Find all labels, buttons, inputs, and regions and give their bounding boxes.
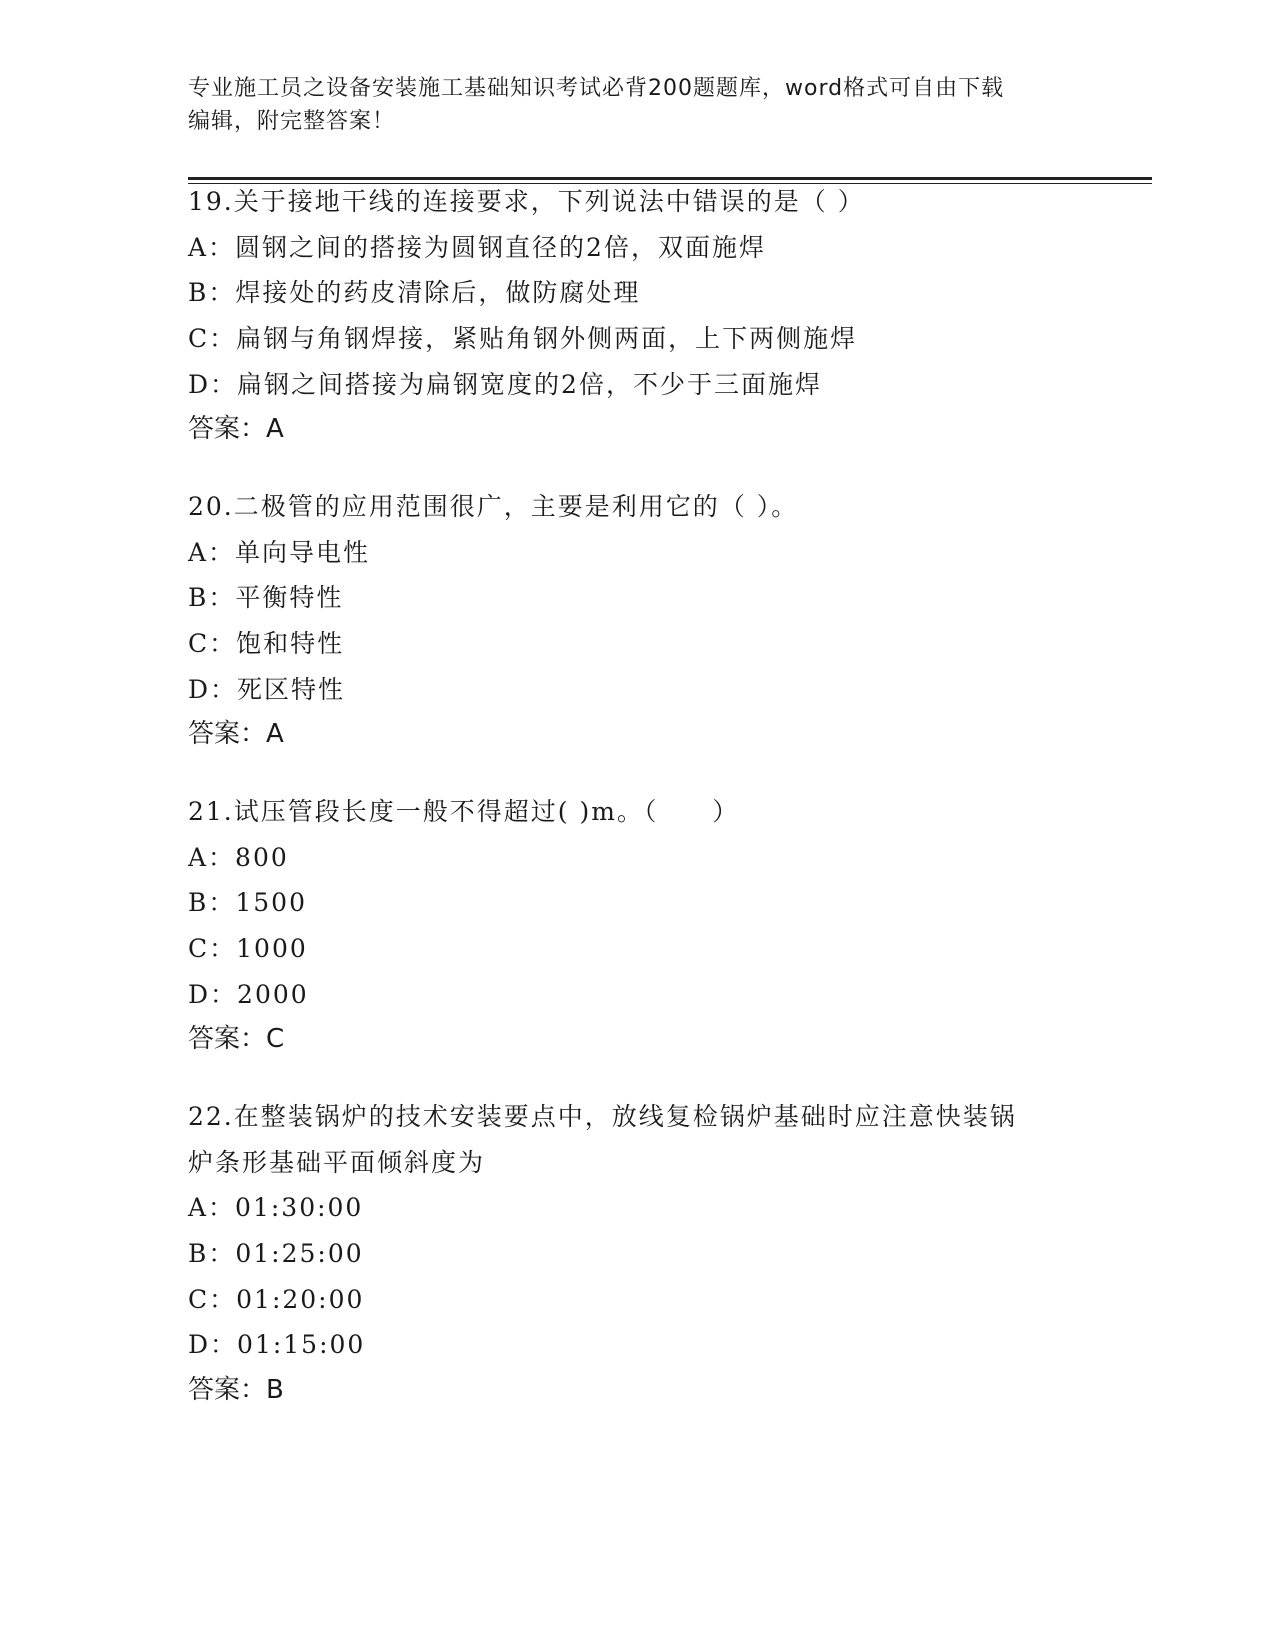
answer: 答案：A (188, 414, 284, 445)
option-d: D：01:15:00 (188, 1330, 366, 1360)
question-stem: 21.试压管段长度一般不得超过( )m。（ ） (188, 797, 740, 826)
question-stem: 19.关于接地干线的连接要求，下列说法中错误的是（ ） (188, 187, 865, 216)
question-19 (188, 179, 1088, 453)
option-a: A：圆钢之间的搭接为圆钢直径的2倍，双面施焊 (188, 232, 766, 262)
option-b: B：焊接处的药皮清除后，做防腐处理 (188, 278, 641, 308)
option-a: A：单向导电性 (188, 537, 371, 567)
document-header (188, 72, 1088, 138)
question-stem-line-1: 22.在整装锅炉的技术安装要点中，放线复检锅炉基础时应注意快装锅 (188, 1102, 1017, 1131)
option-c: C：01:20:00 (188, 1284, 365, 1314)
option-d: D：扁钢之间搭接为扁钢宽度的2倍，不少于三面施焊 (188, 369, 822, 399)
question-stem-line-2: 炉条形基础平面倾斜度为 (188, 1147, 486, 1177)
option-c: C：1000 (188, 934, 308, 964)
option-b: B：1500 (188, 888, 307, 918)
header-line-2: 编辑，附完整答案！ (188, 109, 396, 134)
answer: 答案：B (188, 1375, 284, 1406)
question-21 (188, 789, 1088, 1063)
answer: 答案：C (188, 1024, 285, 1055)
question-20 (188, 484, 1088, 758)
question-stem: 20.二极管的应用范围很广，主要是利用它的（ ）。 (188, 492, 799, 521)
option-d: D：死区特性 (188, 674, 346, 704)
answer: 答案：A (188, 719, 284, 750)
question-22 (188, 1094, 1088, 1414)
option-b: B：平衡特性 (188, 583, 344, 613)
option-d: D：2000 (188, 979, 309, 1009)
header-line-1: 专业施工员之设备安装施工基础知识考试必背200题题库，word格式可自由下载 (188, 76, 1005, 101)
option-c: C：饱和特性 (188, 629, 345, 659)
option-a: A：800 (188, 842, 289, 872)
option-c: C：扁钢与角钢焊接，紧贴角钢外侧两面，上下两侧施焊 (188, 324, 858, 354)
option-a: A：01:30:00 (188, 1193, 364, 1223)
option-b: B：01:25:00 (188, 1239, 364, 1269)
